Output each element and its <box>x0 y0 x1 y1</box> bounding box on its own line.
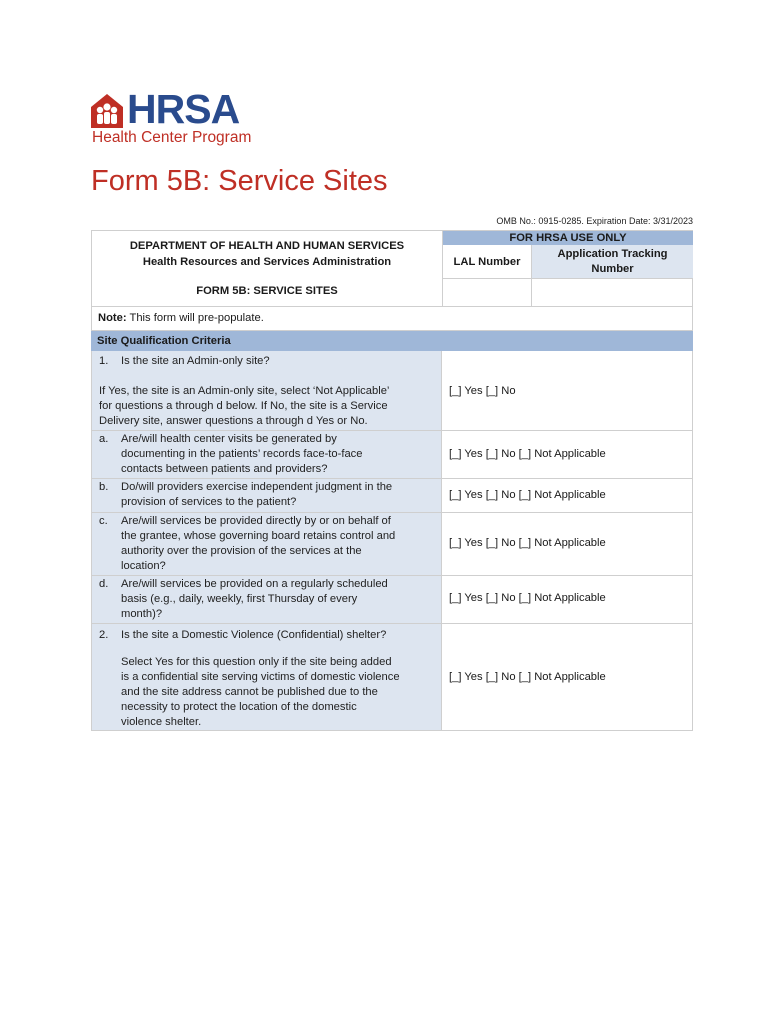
hrsa-house-icon <box>90 93 124 129</box>
question-text-line: provision of services to the patient? <box>121 496 297 508</box>
question-cell <box>92 479 442 512</box>
lal-number-label: LAL Number <box>453 256 521 268</box>
question-detail-line: Select Yes for this question only if the site being added <box>121 656 392 668</box>
tracking-label-line2: Number <box>591 263 634 275</box>
question-detail-line: necessity to protect the location of the domestic <box>121 701 357 713</box>
question-text-line: basis (e.g., daily, weekly, first Thursday of every <box>121 593 358 605</box>
question-cell <box>92 513 442 575</box>
question-text-line: month)? <box>121 608 163 620</box>
question-detail-line: is a confidential site serving victims of domestic violence <box>121 671 400 683</box>
logo-subtitle: Health Center Program <box>92 129 252 146</box>
question-text-line: Do/will providers exercise independent judgment in the <box>121 481 393 493</box>
agency-name: Health Resources and Services Administration <box>142 256 392 268</box>
question-text-line: the grantee, whose governing board retains control and <box>121 530 396 542</box>
question-text-line: authority over the provision of the services at the <box>121 545 362 557</box>
answer-options[interactable]: [_] Yes [_] No [_] Not Applicable <box>449 592 606 604</box>
question-letter: d. <box>99 578 109 590</box>
question-cell <box>92 431 442 478</box>
question-number: 1. <box>99 355 109 367</box>
form-header <box>91 230 693 307</box>
question-text-line: Are/will health center visits be generated by <box>121 433 337 445</box>
note-text: This form will pre-populate. <box>126 312 264 324</box>
question-row-c <box>92 513 692 576</box>
question-text-line: documenting in the patients’ records face-to-face <box>121 448 363 460</box>
answer-options[interactable]: [_] Yes [_] No <box>449 385 516 397</box>
question-detail-line: violence shelter. <box>121 716 202 728</box>
question-row-d <box>92 576 692 624</box>
answer-options[interactable]: [_] Yes [_] No [_] Not Applicable <box>449 671 606 683</box>
note-label: Note: <box>98 312 127 324</box>
answer-options[interactable]: [_] Yes [_] No [_] Not Applicable <box>449 537 606 549</box>
answer-options[interactable]: [_] Yes [_] No [_] Not Applicable <box>449 448 606 460</box>
answer-options[interactable]: [_] Yes [_] No [_] Not Applicable <box>449 489 606 501</box>
question-text-line: location? <box>121 560 166 572</box>
question-row-2 <box>92 624 692 730</box>
question-text-line: contacts between patients and providers? <box>121 463 328 475</box>
question-detail-line: for questions a through d below. If No, the site is a Service <box>99 400 388 412</box>
question-detail-line: and the site address cannot be published due to the <box>121 686 378 698</box>
note-row <box>91 307 693 331</box>
tracking-number-label <box>531 245 693 278</box>
page-title: Form 5B: Service Sites <box>91 165 388 197</box>
question-cell <box>92 624 442 730</box>
question-number: 2. <box>99 629 109 641</box>
question-text-line: Are/will services be provided on a regularly scheduled <box>121 578 388 590</box>
question-row-a <box>92 431 692 479</box>
hrsa-use-caption: FOR HRSA USE ONLY <box>443 231 693 245</box>
department-block <box>92 231 442 306</box>
question-text: Is the site a Domestic Violence (Confidential) shelter? <box>121 629 387 641</box>
question-letter: a. <box>99 433 109 445</box>
section-header: Site Qualification Criteria <box>91 331 693 351</box>
question-row-1 <box>92 351 692 431</box>
omb-number: OMB No.: 0915-0285. Expiration Date: 3/31/2023 <box>496 216 693 226</box>
tracking-label-line1: Application Tracking <box>557 248 668 260</box>
question-detail-line: If Yes, the site is an Admin-only site, select ‘Not Applicable’ <box>99 385 390 397</box>
criteria-table <box>91 351 693 731</box>
hrsa-use-only-block <box>442 231 693 306</box>
department-name: DEPARTMENT OF HEALTH AND HUMAN SERVICES <box>129 240 405 252</box>
question-letter: b. <box>99 481 109 493</box>
lal-number-field[interactable] <box>443 278 531 306</box>
question-text: Is the site an Admin-only site? <box>121 355 270 367</box>
question-detail-line: Delivery site, answer questions a through d Yes or No. <box>99 415 368 427</box>
form-name: FORM 5B: SERVICE SITES <box>196 285 338 297</box>
logo-wordmark: HRSA <box>127 86 240 132</box>
tracking-number-field[interactable] <box>531 278 693 306</box>
question-cell <box>92 576 442 623</box>
question-row-b <box>92 479 692 513</box>
question-letter: c. <box>99 515 108 527</box>
hrsa-logo <box>90 86 280 149</box>
question-text-line: Are/will services be provided directly by or on behalf of <box>121 515 391 527</box>
question-cell <box>92 351 442 430</box>
